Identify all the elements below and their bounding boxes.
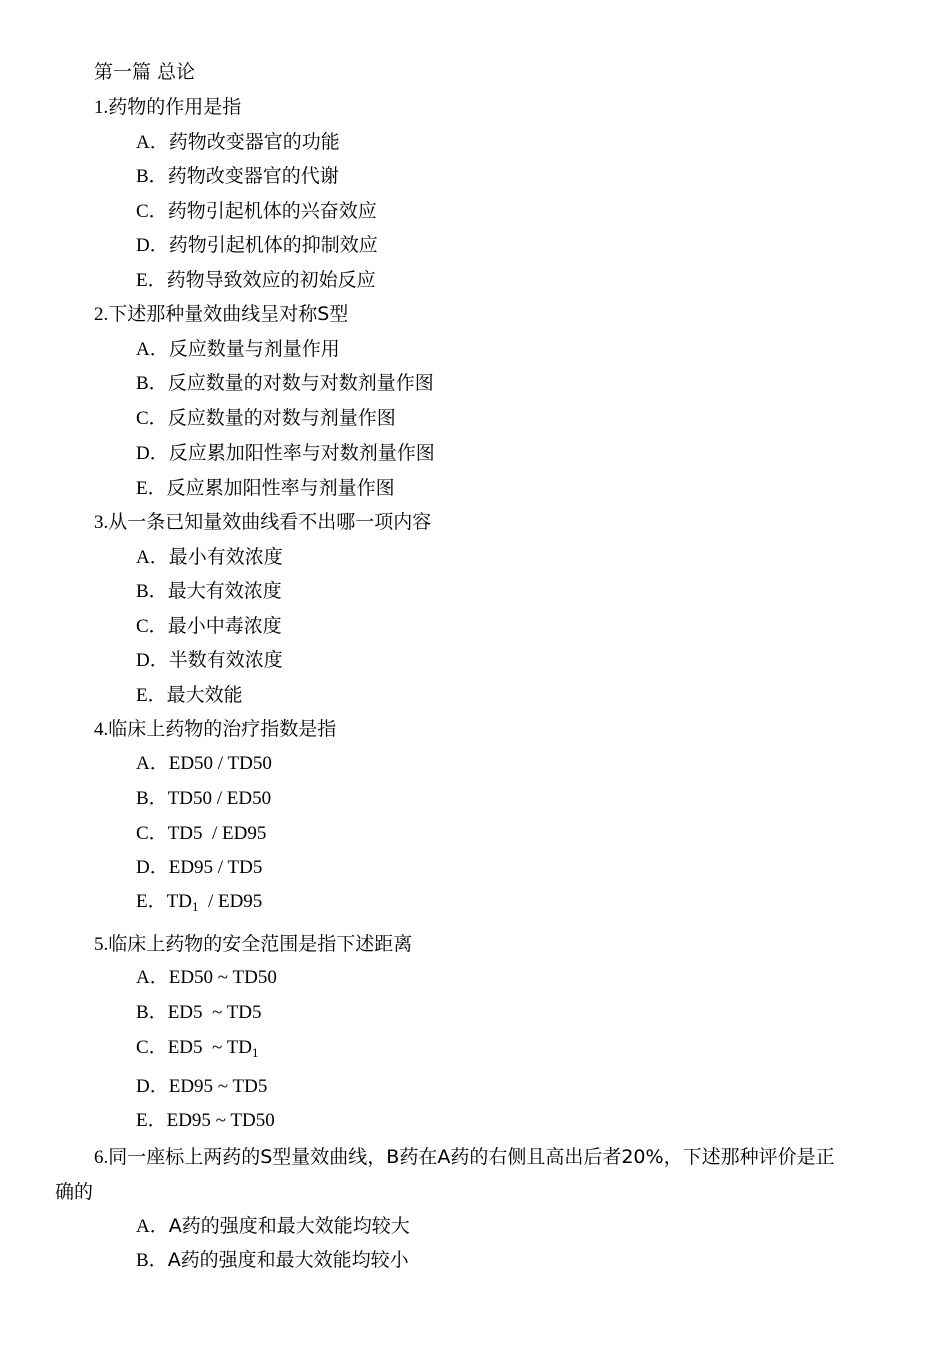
option-3b (136, 579, 282, 604)
option-4b (136, 787, 271, 811)
option-letter: A． (136, 547, 169, 568)
option-letter: B． (136, 1250, 168, 1271)
option-text: 反应累加阳性率与对数剂量作图 (168, 442, 435, 464)
question-text: 下述那种量效曲线呈对称S型 (108, 303, 349, 325)
option-letter: C． (136, 823, 168, 844)
option-4c (136, 822, 266, 846)
question-number: 4. (94, 719, 109, 740)
option-text: 反应数量的对数与对数剂量作图 (167, 372, 434, 394)
option-4a (136, 752, 272, 776)
option-6b (136, 1248, 409, 1273)
option-letter: D． (136, 443, 169, 464)
option-3c (136, 614, 282, 639)
question-3 (94, 510, 431, 535)
option-6a (136, 1214, 410, 1239)
question-5 (94, 932, 412, 957)
option-text: 最小中毒浓度 (167, 615, 282, 637)
option-text: ED50 / TD50 (168, 753, 272, 774)
option-letter: E． (136, 685, 167, 706)
question-6 (94, 1145, 835, 1170)
option-2c (136, 406, 396, 431)
question-text: 同一座标上两药的S型量效曲线，B药在A药的右侧且高出后者20%，下述那种评价是正 (108, 1146, 835, 1168)
question-text: 临床上药物的治疗指数是指 (108, 718, 337, 740)
option-1a (136, 130, 340, 155)
option-letter: E． (136, 891, 167, 912)
option-5e (136, 1109, 275, 1133)
option-text: ED95 / TD5 (168, 857, 263, 878)
option-letter: B． (136, 1002, 168, 1023)
option-text: ED95 ~ TD5 (168, 1076, 268, 1097)
option-text: 最小有效浓度 (168, 546, 283, 568)
question-text: 药物的作用是指 (108, 96, 242, 118)
option-2a (136, 337, 340, 362)
question-number: 2. (94, 304, 109, 325)
option-5c (136, 1036, 259, 1060)
option-text: 药物引起机体的抑制效应 (168, 234, 378, 256)
option-text: ED50 ~ TD50 (168, 967, 277, 988)
option-5a (136, 966, 277, 990)
option-letter: D． (136, 650, 169, 671)
option-3e (136, 683, 243, 708)
option-text: TD5 / ED95 (167, 823, 267, 844)
question-6-continuation: 确的 (55, 1181, 94, 1203)
option-1d (136, 233, 378, 258)
option-1c (136, 199, 377, 224)
option-text-pre: TD (166, 891, 192, 912)
question-4 (94, 717, 336, 742)
option-text: 反应累加阳性率与剂量作图 (166, 477, 395, 499)
option-letter: E． (136, 1110, 167, 1131)
option-1b (136, 164, 339, 189)
option-text: 药物引起机体的兴奋效应 (167, 200, 377, 222)
option-2b (136, 371, 434, 396)
question-2 (94, 302, 348, 327)
option-text: A药的强度和最大效能均较小 (167, 1249, 409, 1271)
option-text: 最大效能 (166, 684, 243, 706)
option-letter: B． (136, 166, 168, 187)
option-5d (136, 1075, 267, 1099)
option-text: 反应数量的对数与剂量作图 (167, 407, 396, 429)
option-text-post: / ED95 (198, 891, 263, 912)
option-letter: A． (136, 132, 169, 153)
option-letter: B． (136, 581, 168, 602)
question-number: 5. (94, 934, 109, 955)
question-text: 临床上药物的安全范围是指下述距离 (108, 933, 413, 955)
option-4d (136, 856, 262, 880)
option-letter: A． (136, 753, 169, 774)
option-letter: C． (136, 201, 168, 222)
option-letter: D． (136, 1076, 169, 1097)
option-text: 半数有效浓度 (168, 649, 283, 671)
option-text: 药物改变器官的功能 (168, 131, 340, 153)
option-text: TD50 / ED50 (167, 788, 272, 809)
option-letter: E． (136, 270, 167, 291)
option-3a (136, 545, 283, 570)
option-letter: D． (136, 857, 169, 878)
option-4e (136, 890, 262, 914)
option-letter: E． (136, 478, 167, 499)
question-text: 从一条已知量效曲线看不出哪一项内容 (108, 511, 432, 533)
option-letter: C． (136, 1037, 168, 1058)
option-subscript: 1 (191, 899, 199, 914)
option-text: 反应数量与剂量作用 (168, 338, 340, 360)
option-subscript: 1 (252, 1045, 259, 1060)
option-5b (136, 1001, 262, 1025)
option-letter: A． (136, 1216, 169, 1237)
question-1 (94, 95, 241, 120)
option-text-pre: ED5 ~ TD (167, 1037, 253, 1058)
option-letter: C． (136, 616, 168, 637)
option-letter: B． (136, 373, 168, 394)
option-2d (136, 441, 435, 466)
option-letter: A． (136, 339, 169, 360)
option-letter: A． (136, 967, 169, 988)
option-3d (136, 648, 283, 673)
question-number: 6. (94, 1147, 109, 1168)
option-1e (136, 268, 376, 293)
option-text: 药物改变器官的代谢 (167, 165, 339, 187)
option-text: ED5 ~ TD5 (167, 1002, 262, 1023)
option-text: ED95 ~ TD50 (166, 1110, 275, 1131)
option-text: A药的强度和最大效能均较大 (168, 1215, 410, 1237)
question-number: 3. (94, 512, 109, 533)
section-title: 第一篇 总论 (94, 61, 196, 83)
option-letter: B． (136, 788, 168, 809)
option-text: 最大有效浓度 (167, 580, 282, 602)
option-letter: D． (136, 235, 169, 256)
question-number: 1. (94, 97, 109, 118)
option-2e (136, 476, 395, 501)
option-text: 药物导致效应的初始反应 (166, 269, 376, 291)
option-letter: C． (136, 408, 168, 429)
